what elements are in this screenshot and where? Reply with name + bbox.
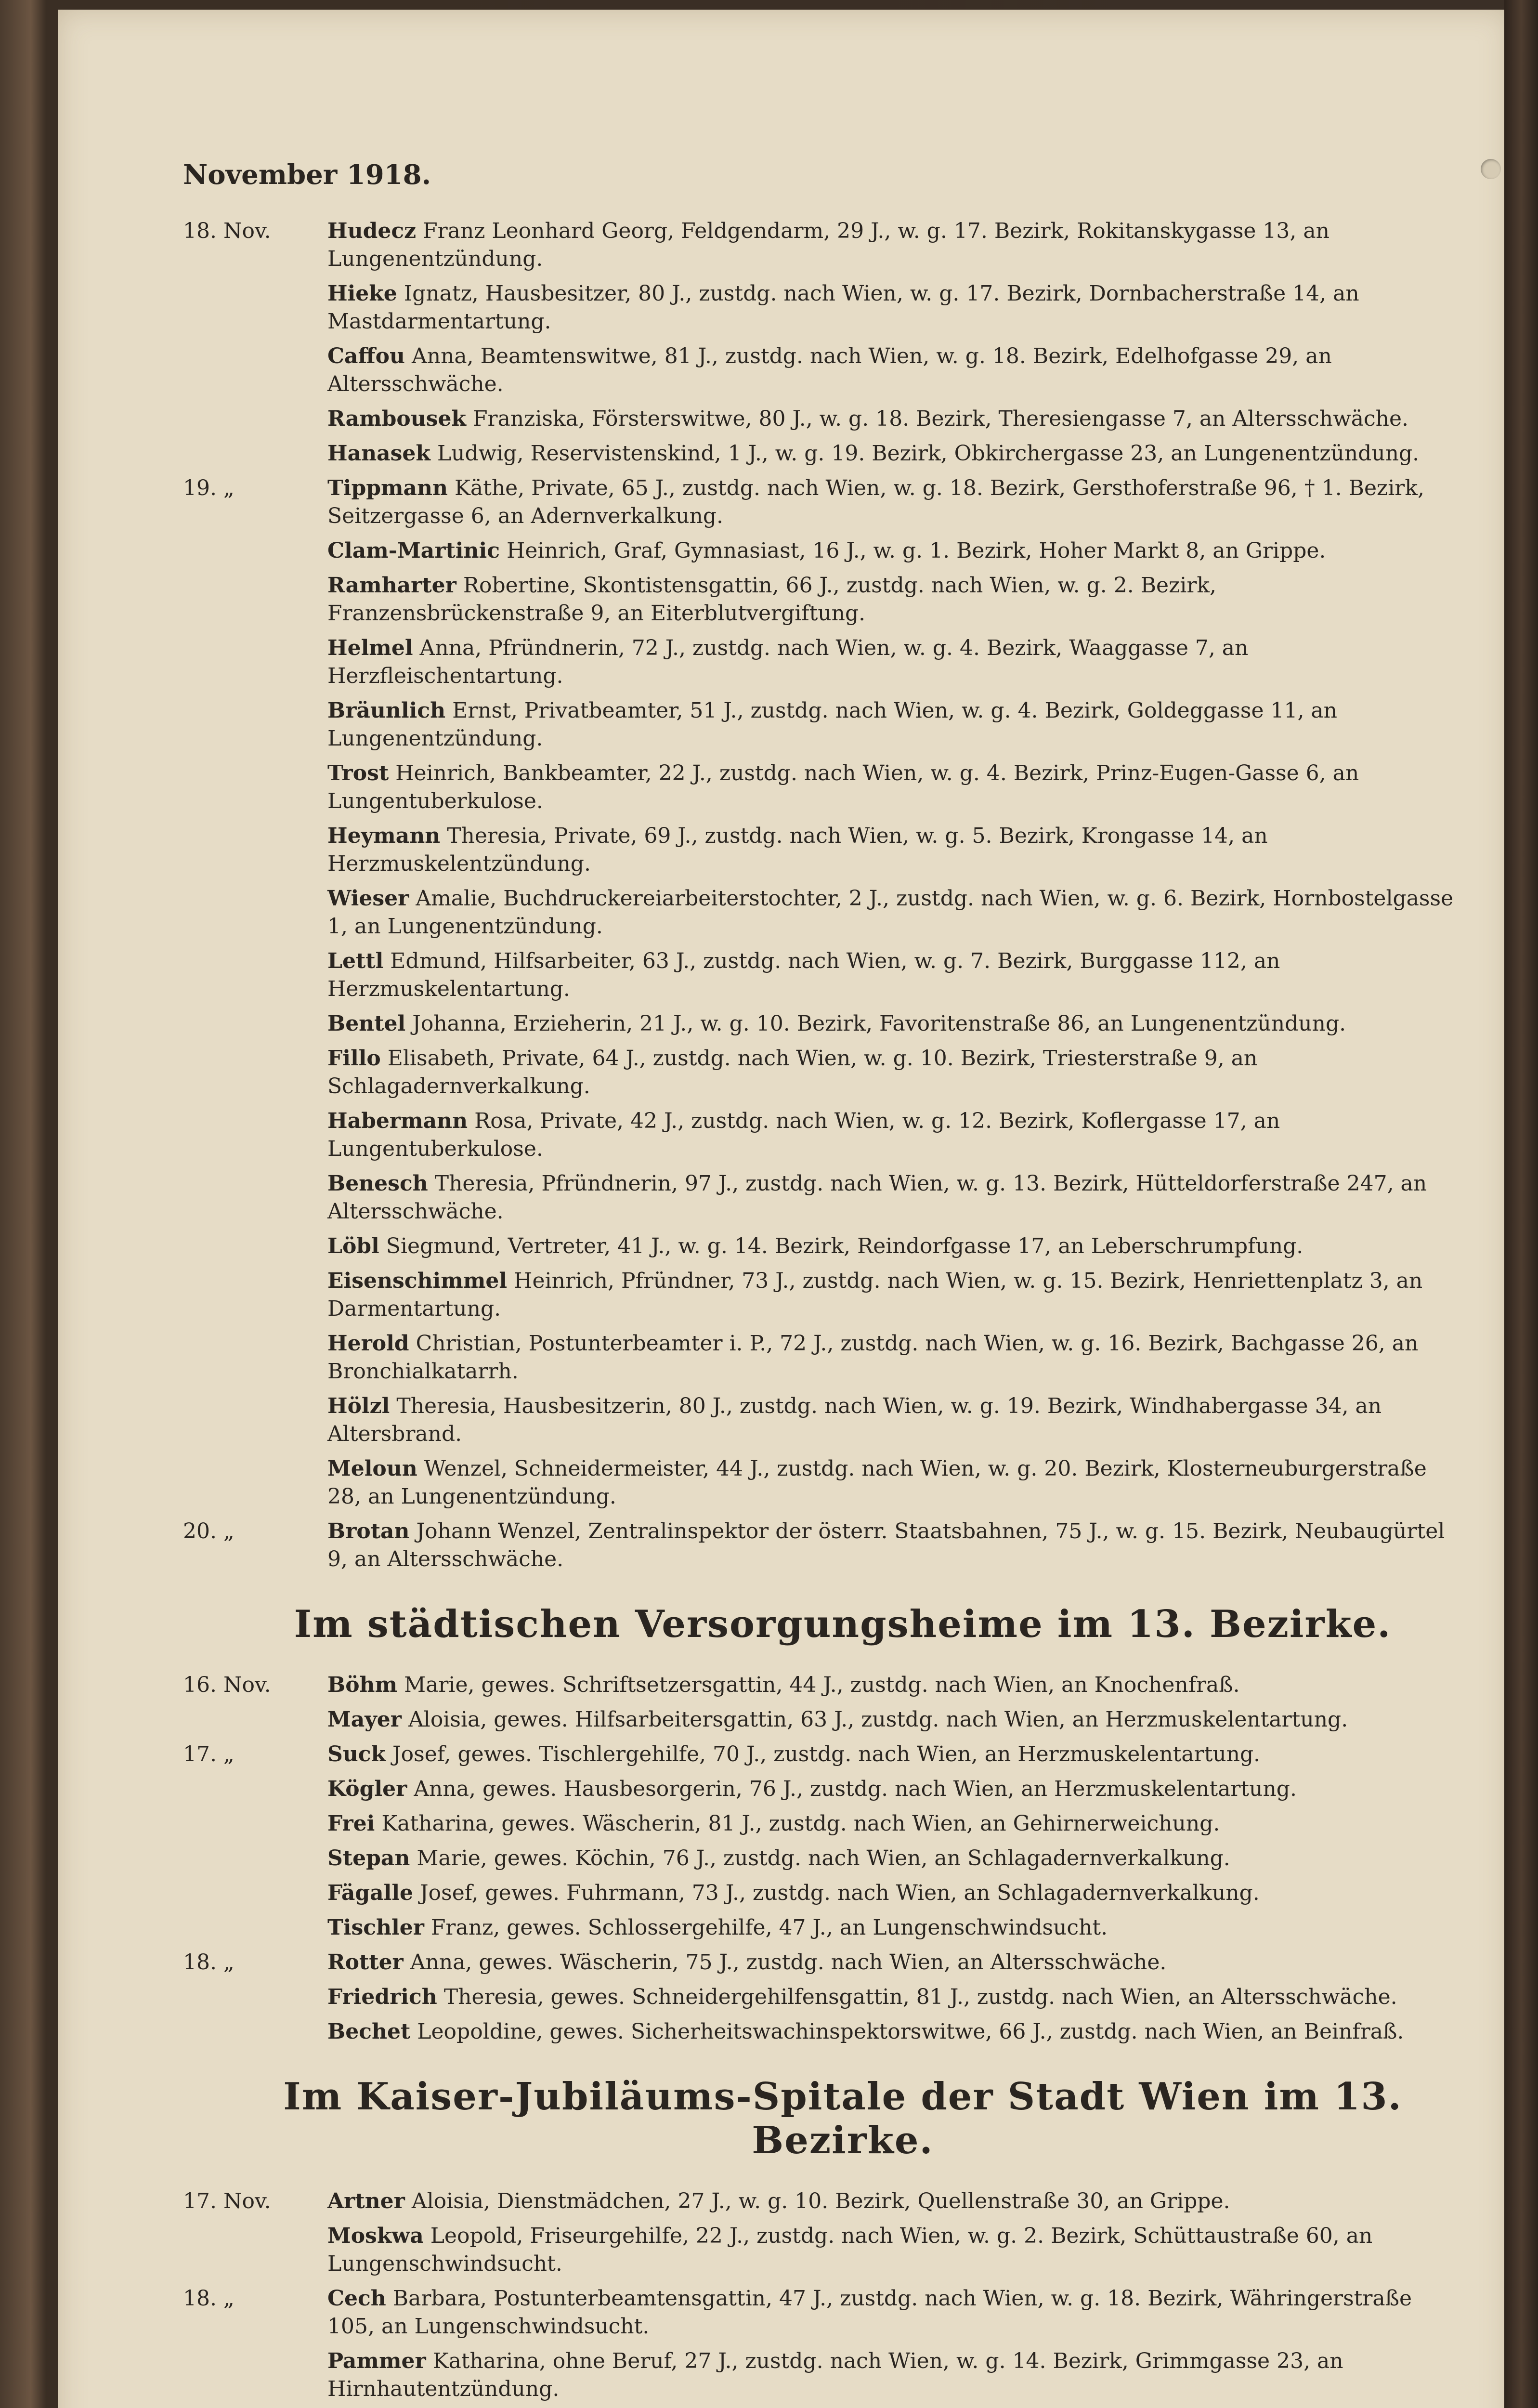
register-entry	[183, 885, 1454, 941]
entry-date	[183, 1455, 327, 1511]
register-entry	[183, 822, 1454, 878]
entry-details: Heinrich, Pfründner, 73 J., zustdg. nach Wien, w. g. 15. Bezirk, Henriettenplatz 3, an Darmentartung.	[327, 1269, 1423, 1321]
entry-details: Anna, Beamtenswitwe, 81 J., zustdg. nach Wien, w. g. 18. Bezirk, Edelhofgasse 29, an Altersschwäche.	[327, 344, 1332, 396]
entry-text	[327, 1949, 1454, 1976]
entry-surname: Mayer	[327, 1707, 402, 1732]
entry-date	[183, 885, 327, 941]
death-register-section	[183, 217, 1454, 1573]
register-entry	[183, 1671, 1454, 1699]
entry-date	[183, 1392, 327, 1448]
entry-text	[327, 1392, 1454, 1448]
register-entry	[183, 280, 1454, 336]
entry-details: Johanna, Erzieherin, 21 J., w. g. 10. Bezirk, Favoritenstraße 86, an Lungenentzündung.	[412, 1011, 1346, 1036]
register-entry	[183, 634, 1454, 690]
entry-date	[183, 1879, 327, 1907]
death-register-section	[183, 1671, 1454, 2046]
register-entry	[183, 342, 1454, 398]
register-entry	[183, 2347, 1454, 2403]
register-entry	[183, 1775, 1454, 1803]
register-entry	[183, 1330, 1454, 1386]
entry-text	[327, 1232, 1454, 1260]
entry-date	[183, 1845, 327, 1872]
entry-date	[183, 1983, 327, 2011]
entry-surname: Lettl	[327, 949, 384, 973]
register-entry	[183, 1949, 1454, 1976]
entry-text	[327, 572, 1454, 628]
entry-surname: Brotan	[327, 1519, 410, 1544]
register-entry	[183, 2222, 1454, 2278]
register-entry	[183, 440, 1454, 468]
page-heading: November 1918.	[183, 159, 431, 191]
register-entry	[183, 1392, 1454, 1448]
entry-date	[183, 947, 327, 1003]
entry-surname: Kögler	[327, 1777, 407, 1801]
entry-text	[327, 405, 1454, 433]
entry-surname: Habermann	[327, 1109, 468, 1133]
entry-date	[183, 2018, 327, 2046]
entry-text	[327, 1455, 1454, 1511]
entry-details: Heinrich, Bankbeamter, 22 J., zustdg. nach Wien, w. g. 4. Bezirk, Prinz-Eugen-Gasse 6, an Lungentuberkulose.	[327, 761, 1359, 813]
entry-surname: Stepan	[327, 1846, 410, 1871]
entry-details: Anna, gewes. Hausbesorgerin, 76 J., zustdg. nach Wien, an Herzmuskelentartung.	[414, 1777, 1297, 1801]
entry-date	[183, 2222, 327, 2278]
entry-surname: Ramharter	[327, 573, 456, 598]
entry-surname: Hanasek	[327, 441, 430, 466]
entry-details: Anna, gewes. Wäscherin, 75 J., zustdg. nach Wien, an Altersschwäche.	[410, 1950, 1167, 1975]
entry-text	[327, 759, 1454, 815]
register-entry	[183, 1845, 1454, 1872]
register-entry	[183, 1232, 1454, 1260]
register-entry	[183, 2285, 1454, 2341]
entry-text	[327, 1671, 1454, 1699]
entry-text	[327, 1845, 1454, 1872]
entry-text	[327, 822, 1454, 878]
entry-details: Franz Leonhard Georg, Feldgendarm, 29 J., w. g. 17. Bezirk, Rokitanskygasse 13, an Lungenentzündung.	[327, 219, 1329, 271]
entry-date	[183, 634, 327, 690]
entry-details: Aloisia, Dienstmädchen, 27 J., w. g. 10. Bezirk, Quellenstraße 30, an Grippe.	[411, 2189, 1230, 2213]
entry-details: Johann Wenzel, Zentralinspektor der österr. Staatsbahnen, 75 J., w. g. 15. Bezirk, Neubaugürtel 9, an Altersschwäche.	[327, 1519, 1445, 1571]
register-entry	[183, 1914, 1454, 1942]
entry-date	[183, 1045, 327, 1100]
entry-date	[183, 1232, 327, 1260]
register-entry	[183, 1706, 1454, 1734]
register-entry	[183, 1267, 1454, 1323]
entry-text	[327, 1170, 1454, 1226]
entry-surname: Hölzl	[327, 1394, 390, 1418]
entry-text	[327, 217, 1454, 273]
entry-surname: Helmel	[327, 636, 413, 660]
entry-surname: Bräunlich	[327, 698, 446, 723]
entry-details: Edmund, Hilfsarbeiter, 63 J., zustdg. nach Wien, w. g. 7. Bezirk, Burggasse 112, an Herzmuskelentartung.	[327, 949, 1280, 1001]
entry-text	[327, 342, 1454, 398]
entry-date	[183, 1914, 327, 1942]
entry-text	[327, 2347, 1454, 2403]
entry-details: Katharina, gewes. Wäscherin, 81 J., zustdg. nach Wien, an Gehirnerweichung.	[381, 1811, 1220, 1836]
entry-text	[327, 440, 1454, 468]
entry-date: 16. Nov.	[183, 1673, 271, 1697]
entry-surname: Böhm	[327, 1673, 398, 1697]
entry-surname: Rambousek	[327, 406, 466, 431]
entry-details: Franz, gewes. Schlossergehilfe, 47 J., an Lungenschwindsucht.	[430, 1915, 1108, 1940]
book-edge	[1504, 0, 1538, 2408]
entry-surname: Herold	[327, 1331, 409, 1356]
register-entry	[183, 2018, 1454, 2046]
entry-details: Franziska, Försterswitwe, 80 J., w. g. 18. Bezirk, Theresiengasse 7, an Altersschwäche.	[473, 406, 1409, 431]
entry-text	[327, 947, 1454, 1003]
register-entry	[183, 947, 1454, 1003]
entry-surname: Hieke	[327, 281, 397, 306]
entry-details: Leopold, Friseurgehilfe, 22 J., zustdg. nach Wien, w. g. 2. Bezirk, Schüttaustraße 60, an Lungenschwindsucht.	[327, 2224, 1373, 2276]
entry-details: Theresia, Pfründnerin, 97 J., zustdg. nach Wien, w. g. 13. Bezirk, Hütteldorferstraße 247, an Altersschwäche.	[327, 1171, 1427, 1224]
entry-date: 19. „	[183, 476, 235, 500]
entry-text	[327, 634, 1454, 690]
entry-surname: Friedrich	[327, 1985, 437, 2009]
entry-text	[327, 2222, 1454, 2278]
entry-text	[327, 1010, 1454, 1038]
entry-details: Marie, gewes. Schriftsetzersgattin, 44 J., zustdg. nach Wien, an Knochenfraß.	[404, 1673, 1240, 1697]
register-entry	[183, 2187, 1454, 2215]
entry-text	[327, 1810, 1454, 1838]
death-register-section	[183, 2187, 1454, 2408]
page-content	[183, 159, 1454, 2408]
entry-details: Theresia, gewes. Schneidergehilfensgattin, 81 J., zustdg. nach Wien, an Altersschwäche.	[443, 1985, 1397, 2009]
register-entry	[183, 1810, 1454, 1838]
entry-details: Christian, Postunterbeamter i. P., 72 J., zustdg. nach Wien, w. g. 16. Bezirk, Bachgasse 26, an Bronchialkatarrh.	[327, 1331, 1419, 1384]
entry-text	[327, 697, 1454, 753]
entry-details: Theresia, Private, 69 J., zustdg. nach Wien, w. g. 5. Bezirk, Krongasse 14, an Herzmuskelentzündung.	[327, 824, 1268, 876]
register-entry	[183, 1045, 1454, 1100]
entry-surname: Clam-Martinic	[327, 538, 500, 563]
register-entry	[183, 1518, 1454, 1573]
entry-date	[183, 1706, 327, 1734]
entry-surname: Frei	[327, 1811, 375, 1836]
entry-text	[327, 1983, 1454, 2011]
register-entry	[183, 405, 1454, 433]
entry-surname: Rotter	[327, 1950, 404, 1975]
register-entry	[183, 474, 1454, 530]
entry-details: Marie, gewes. Köchin, 76 J., zustdg. nach Wien, an Schlagadernverkalkung.	[417, 1846, 1230, 1871]
entry-surname: Tischler	[327, 1915, 424, 1940]
register-entry	[183, 1455, 1454, 1511]
entry-surname: Benesch	[327, 1171, 428, 1196]
entry-date	[183, 1010, 327, 1038]
entry-surname: Artner	[327, 2189, 405, 2213]
entry-date	[183, 1267, 327, 1323]
entry-surname: Heymann	[327, 824, 441, 848]
entry-surname: Cech	[327, 2286, 386, 2311]
entry-text	[327, 2187, 1454, 2215]
register-entry	[183, 697, 1454, 753]
entry-details: Josef, gewes. Tischlergehilfe, 70 J., zustdg. nach Wien, an Herzmuskelentartung.	[392, 1742, 1261, 1767]
section-title: Im Kaiser-Jubiläums-Spitale der Stadt Wien im 13. Bezirke.	[283, 2075, 1402, 2162]
entry-text	[327, 1879, 1454, 1907]
entry-details: Ludwig, Reservistenskind, 1 J., w. g. 19. Bezirk, Obkirchergasse 23, an Lungenentzündung.	[437, 441, 1420, 466]
entry-details: Anna, Pfründnerin, 72 J., zustdg. nach Wien, w. g. 4. Bezirk, Waaggasse 7, an Herzfleischentartung.	[327, 636, 1249, 688]
entry-text	[327, 1267, 1454, 1323]
entry-details: Rosa, Private, 42 J., zustdg. nach Wien, w. g. 12. Bezirk, Koflergasse 17, an Lungentuberkulose.	[327, 1109, 1280, 1161]
entry-surname: Bechet	[327, 2019, 411, 2044]
register-entry	[183, 1170, 1454, 1226]
entry-date	[183, 759, 327, 815]
entry-date	[183, 697, 327, 753]
register-entry	[183, 572, 1454, 628]
entry-date	[183, 572, 327, 628]
entry-date	[183, 822, 327, 878]
entry-details: Aloisia, gewes. Hilfsarbeitersgattin, 63 J., zustdg. nach Wien, an Herzmuskelentartung.	[408, 1707, 1348, 1732]
entry-surname: Pammer	[327, 2349, 426, 2373]
entry-text	[327, 1518, 1454, 1573]
entry-details: Leopoldine, gewes. Sicherheitswachinspektorswitwe, 66 J., zustdg. nach Wien, an Beinfraß.	[417, 2019, 1404, 2044]
entry-surname: Wieser	[327, 886, 409, 911]
entry-details: Elisabeth, Private, 64 J., zustdg. nach Wien, w. g. 10. Bezirk, Triesterstraße 9, an Schlagadernverkalkung.	[327, 1046, 1258, 1099]
register-entry	[183, 217, 1454, 273]
entry-details: Theresia, Hausbesitzerin, 80 J., zustdg. nach Wien, w. g. 19. Bezirk, Windhabergasse 34, an Altersbrand.	[327, 1394, 1382, 1446]
entry-surname: Suck	[327, 1742, 386, 1767]
section-title: Im städtischen Versorgungsheime im 13. Bezirke.	[294, 1602, 1392, 1646]
entry-details: Ernst, Privatbeamter, 51 J., zustdg. nach Wien, w. g. 4. Bezirk, Goldeggasse 11, an Lungenentzündung.	[327, 698, 1338, 751]
entry-surname: Trost	[327, 761, 389, 785]
register-entry	[183, 1879, 1454, 1907]
entry-surname: Caffou	[327, 344, 405, 368]
entry-date	[183, 342, 327, 398]
entry-details: Wenzel, Schneidermeister, 44 J., zustdg. nach Wien, w. g. 20. Bezirk, Klosterneuburgerstraße 28, an Lungenentzündung.	[327, 1456, 1427, 1509]
entry-surname: Eisenschimmel	[327, 1269, 508, 1293]
entry-date: 17. „	[183, 1742, 235, 1767]
entry-details: Siegmund, Vertreter, 41 J., w. g. 14. Bezirk, Reindorfgasse 17, an Leberschrumpfung.	[386, 1234, 1303, 1258]
entry-surname: Tippmann	[327, 476, 448, 500]
entry-date	[183, 1107, 327, 1163]
register-entry	[183, 1983, 1454, 2011]
entry-date	[183, 440, 327, 468]
entry-text	[327, 1045, 1454, 1100]
entry-details: Josef, gewes. Fuhrmann, 73 J., zustdg. nach Wien, an Schlagadernverkalkung.	[420, 1881, 1260, 1905]
entry-text	[327, 885, 1454, 941]
register-entry	[183, 1107, 1454, 1163]
entry-details: Ignatz, Hausbesitzer, 80 J., zustdg. nach Wien, w. g. 17. Bezirk, Dornbacherstraße 14, an Mastdarmentartung.	[327, 281, 1359, 334]
entry-text	[327, 1107, 1454, 1163]
entry-details: Amalie, Buchdruckereiarbeiterstochter, 2 J., zustdg. nach Wien, w. g. 6. Bezirk, Hornbostelgasse 1, an Lungenentzündung.	[327, 886, 1454, 939]
entry-text	[327, 1914, 1454, 1942]
entry-details: Käthe, Private, 65 J., zustdg. nach Wien, w. g. 18. Bezirk, Gersthoferstraße 96, † 1. Bezirk, Seitzergasse 6, an Adernverkalkung.	[327, 476, 1424, 528]
entry-date	[183, 1810, 327, 1838]
entry-date	[183, 537, 327, 565]
entry-details: Robertine, Skontistensgattin, 66 J., zustdg. nach Wien, w. g. 2. Bezirk, Franzensbrückenstraße 9, an Eiterblutvergiftung.	[327, 573, 1217, 626]
entry-date	[183, 2347, 327, 2403]
entry-surname: Bentel	[327, 1011, 406, 1036]
register-entry	[183, 1741, 1454, 1768]
entry-text	[327, 1706, 1454, 1734]
punch-hole	[1481, 159, 1501, 179]
entry-date: 18. „	[183, 1950, 235, 1975]
entry-text	[327, 1775, 1454, 1803]
entry-date	[183, 1775, 327, 1803]
entry-surname: Moskwa	[327, 2224, 424, 2248]
entry-date	[183, 280, 327, 336]
entry-details: Barbara, Postunterbeamtensgattin, 47 J., zustdg. nach Wien, w. g. 18. Bezirk, Währingerstraße 105, an Lungenschwindsucht.	[327, 2286, 1412, 2339]
entry-date	[183, 1170, 327, 1226]
entry-surname: Hudecz	[327, 219, 417, 243]
entry-text	[327, 537, 1454, 565]
entry-text	[327, 1330, 1454, 1386]
entry-text	[327, 474, 1454, 530]
entry-surname: Löbl	[327, 1234, 379, 1258]
entry-date	[183, 1330, 327, 1386]
entry-details: Katharina, ohne Beruf, 27 J., zustdg. nach Wien, w. g. 14. Bezirk, Grimmgasse 23, an Hirnhautentzündung.	[327, 2349, 1343, 2401]
entry-details: Heinrich, Graf, Gymnasiast, 16 J., w. g. 1. Bezirk, Hoher Markt 8, an Grippe.	[507, 538, 1326, 563]
register-entry	[183, 537, 1454, 565]
entry-date: 18. „	[183, 2286, 235, 2311]
entry-surname: Fägalle	[327, 1881, 414, 1905]
register-entry	[183, 1010, 1454, 1038]
entry-date: 18. Nov.	[183, 219, 271, 243]
entry-text	[327, 1741, 1454, 1768]
entry-date: 20. „	[183, 1519, 235, 1544]
entry-text	[327, 2285, 1454, 2341]
register-entry	[183, 759, 1454, 815]
entry-surname: Fillo	[327, 1046, 381, 1071]
entry-text	[327, 280, 1454, 336]
entry-date: 17. Nov.	[183, 2189, 271, 2213]
entry-surname: Meloun	[327, 1456, 417, 1481]
entry-date	[183, 405, 327, 433]
entry-text	[327, 2018, 1454, 2046]
